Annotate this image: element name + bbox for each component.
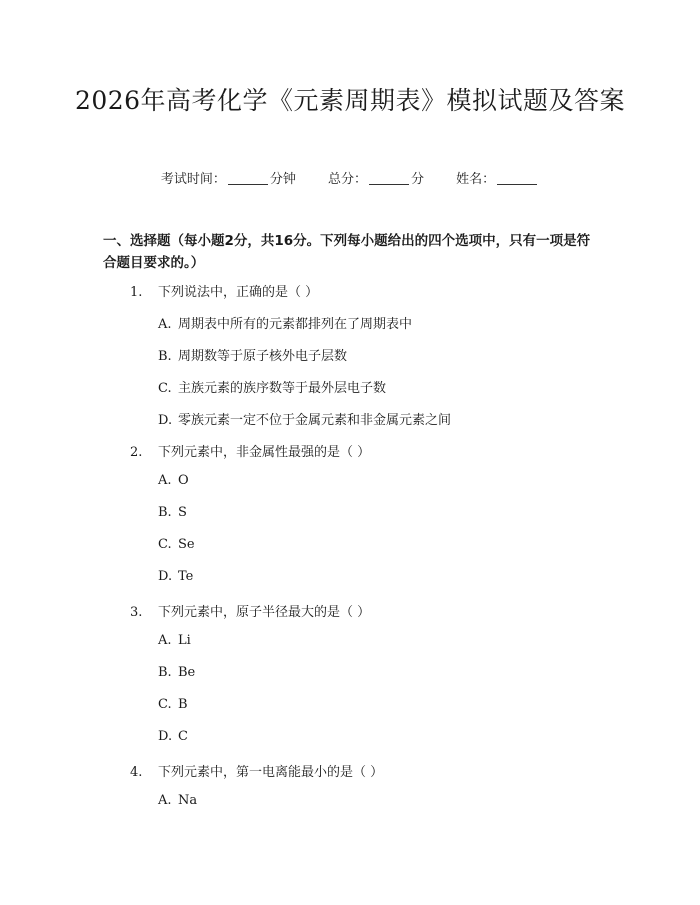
option-letter: A. xyxy=(158,633,172,648)
option-2b xyxy=(158,505,187,520)
option-4a xyxy=(158,793,197,808)
section-heading: 一、选择题（每小题2分，共16分。下列每小题给出的四个选项中，只有一项是符合题目要求的。） xyxy=(103,233,591,271)
score-unit: 分 xyxy=(411,172,425,187)
question-number: 1. xyxy=(130,285,143,300)
question-text: 下列说法中，正确的是（ ） xyxy=(158,285,319,300)
option-letter: A. xyxy=(158,793,172,808)
option-1a xyxy=(158,313,412,332)
option-1c xyxy=(158,377,386,396)
option-text: 周期数等于原子核外电子层数 xyxy=(178,349,348,364)
question-2 xyxy=(130,441,370,460)
score-label: 总分： xyxy=(327,172,367,187)
option-letter: D. xyxy=(158,413,173,428)
option-2c xyxy=(158,537,195,552)
option-letter: C. xyxy=(158,537,172,552)
option-3c xyxy=(158,697,188,712)
option-text: 周期表中所有的元素都排列在了周期表中 xyxy=(178,317,413,332)
question-1 xyxy=(130,281,318,300)
option-text: Te xyxy=(178,569,194,584)
question-text: 下列元素中，第一电离能最小的是（ ） xyxy=(158,765,384,780)
time-label: 考试时间： xyxy=(160,172,226,187)
time-blank[interactable] xyxy=(228,172,268,185)
option-3b xyxy=(158,665,195,680)
option-letter: B. xyxy=(158,505,172,520)
student-name-field xyxy=(456,168,539,187)
option-letter: C. xyxy=(158,381,172,396)
option-text: Be xyxy=(178,665,196,680)
option-1d xyxy=(158,409,451,428)
question-number: 4. xyxy=(130,765,143,780)
option-1b xyxy=(158,345,347,364)
option-text: O xyxy=(178,473,189,488)
page-title: 2026年高考化学《元素周期表》模拟试题及答案 xyxy=(74,86,626,115)
total-score-field xyxy=(328,168,424,187)
question-text: 下列元素中，原子半径最大的是（ ） xyxy=(158,605,371,620)
time-unit: 分钟 xyxy=(269,172,296,187)
option-text: C xyxy=(178,729,188,744)
option-text: Se xyxy=(178,537,195,552)
option-text: B xyxy=(178,697,188,712)
option-text: S xyxy=(178,505,187,520)
question-3 xyxy=(130,601,370,620)
exam-time-field xyxy=(161,168,296,187)
exam-meta-line xyxy=(0,168,700,187)
name-blank[interactable] xyxy=(497,172,537,185)
question-number: 3. xyxy=(130,605,143,620)
option-3d xyxy=(158,729,188,744)
option-letter: A. xyxy=(158,317,172,332)
question-text: 下列元素中，非金属性最强的是（ ） xyxy=(158,445,371,460)
name-label: 姓名： xyxy=(456,172,496,187)
option-text: 零族元素一定不位于金属元素和非金属元素之间 xyxy=(178,413,452,428)
option-text: Na xyxy=(178,793,198,808)
option-2a xyxy=(158,473,189,488)
question-4 xyxy=(130,761,383,780)
option-letter: B. xyxy=(158,349,172,364)
option-letter: A. xyxy=(158,473,172,488)
option-text: 主族元素的族序数等于最外层电子数 xyxy=(178,381,387,396)
option-letter: B. xyxy=(158,665,172,680)
option-letter: D. xyxy=(158,569,173,584)
option-letter: C. xyxy=(158,697,172,712)
option-text: Li xyxy=(178,633,191,648)
option-3a xyxy=(158,633,191,648)
question-number: 2. xyxy=(130,445,143,460)
option-letter: D. xyxy=(158,729,173,744)
score-blank[interactable] xyxy=(369,172,409,185)
option-2d xyxy=(158,569,193,584)
